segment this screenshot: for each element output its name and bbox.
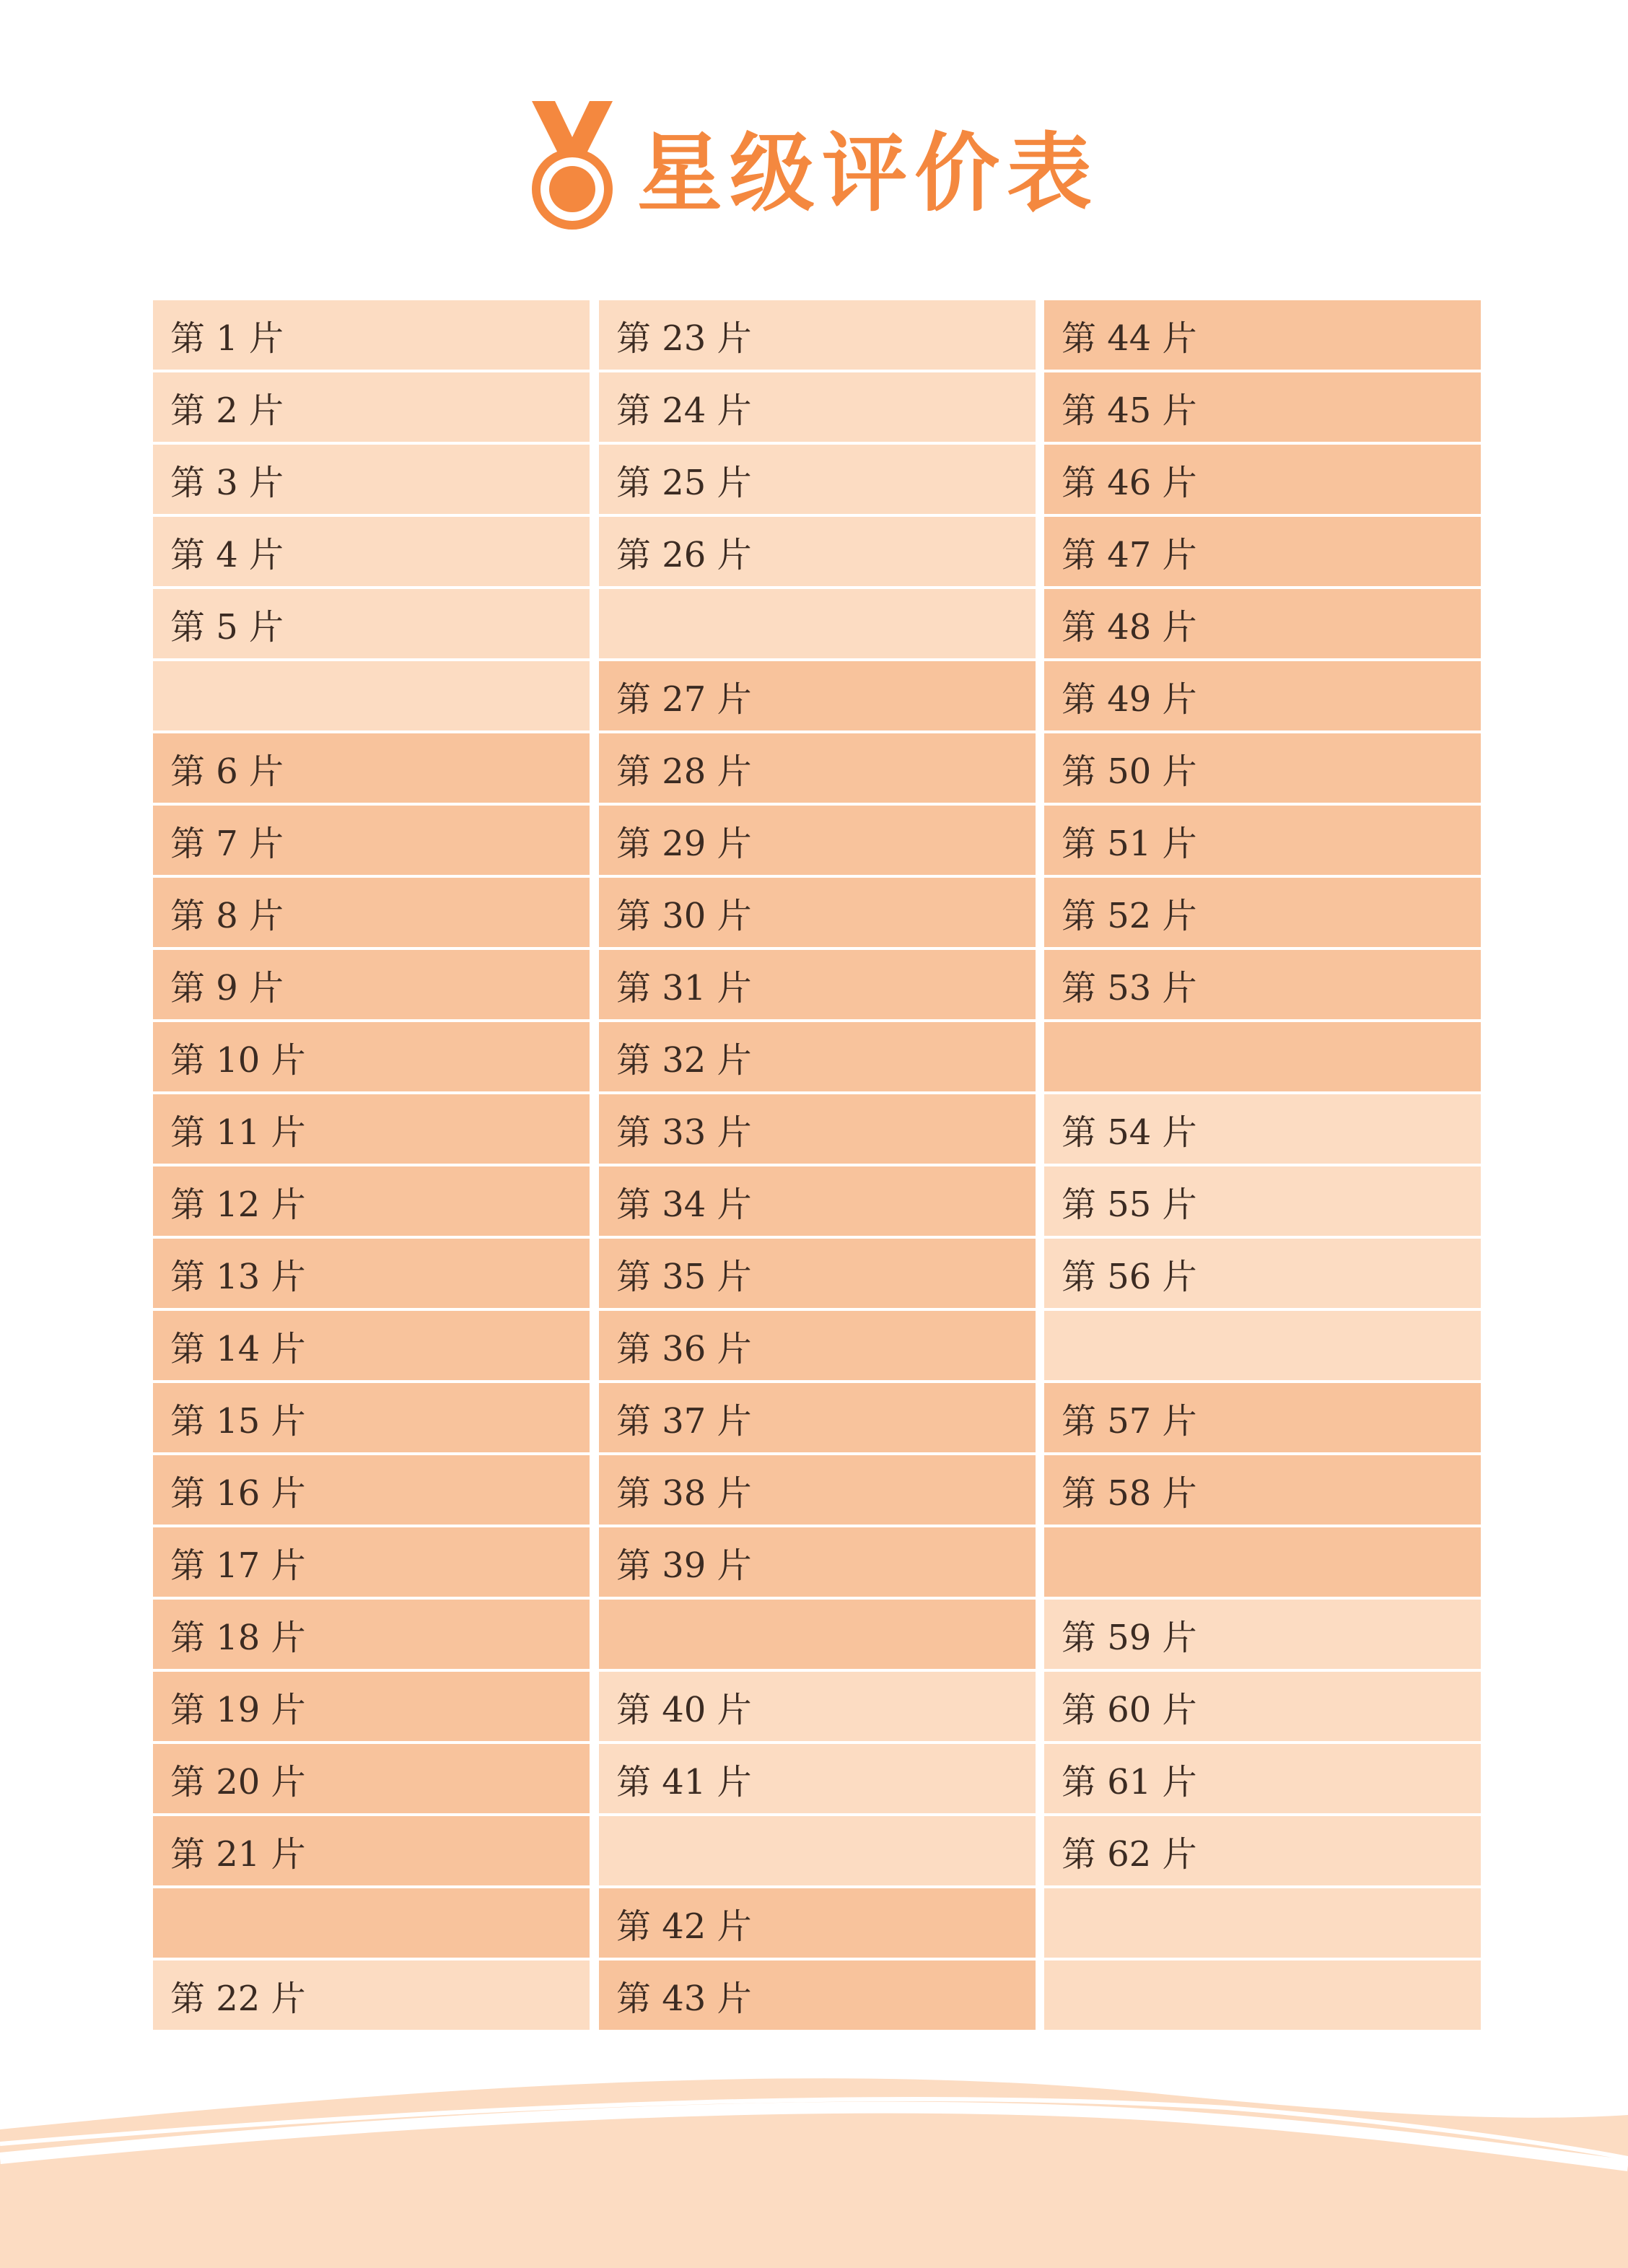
table-cell: 第 10 片 [153,1022,590,1091]
table-cell: 第 34 片 [599,1166,1036,1236]
table-cell: 第 20 片 [153,1744,590,1813]
table-cell: 第 54 片 [1044,1094,1481,1164]
decorative-waves [0,2064,1628,2268]
table-cell: 第 62 片 [1044,1816,1481,1885]
table-cell: 第 56 片 [1044,1239,1481,1308]
table-cell: 第 50 片 [1044,733,1481,803]
table-cell: 第 4 片 [153,517,590,586]
table-cell: 第 18 片 [153,1600,590,1669]
table-cell: 第 25 片 [599,445,1036,514]
table-cell [1044,1311,1481,1380]
table-cell [599,1600,1036,1669]
table-cell: 第 28 片 [599,733,1036,803]
table-cell: 第 46 片 [1044,445,1481,514]
table-cell: 第 57 片 [1044,1383,1481,1452]
table-cell: 第 8 片 [153,878,590,947]
table-cell: 第 23 片 [599,300,1036,370]
table-cell: 第 48 片 [1044,589,1481,658]
table-cell [153,1888,590,1958]
table-cell: 第 12 片 [153,1166,590,1236]
table-cell [1044,1960,1481,2030]
table-cell [153,661,590,730]
table-cell: 第 26 片 [599,517,1036,586]
table-cell [1044,1022,1481,1091]
table-cell [599,589,1036,658]
table-cell: 第 40 片 [599,1672,1036,1741]
table-cell: 第 61 片 [1044,1744,1481,1813]
table-cell: 第 15 片 [153,1383,590,1452]
table-cell: 第 2 片 [153,372,590,442]
table-cell: 第 37 片 [599,1383,1036,1452]
table-cell: 第 44 片 [1044,300,1481,370]
table-cell: 第 36 片 [599,1311,1036,1380]
table-cell: 第 14 片 [153,1311,590,1380]
table-cell: 第 45 片 [1044,372,1481,442]
table-cell [1044,1527,1481,1597]
medal-icon [529,94,616,238]
table-cell: 第 53 片 [1044,950,1481,1019]
table-cell: 第 32 片 [599,1022,1036,1091]
table-cell: 第 51 片 [1044,806,1481,875]
table-cell: 第 42 片 [599,1888,1036,1958]
table-cell: 第 60 片 [1044,1672,1481,1741]
table-cell: 第 33 片 [599,1094,1036,1164]
table-cell: 第 55 片 [1044,1166,1481,1236]
table-cell: 第 31 片 [599,950,1036,1019]
table-column-3 [1044,300,1481,2033]
table-cell: 第 59 片 [1044,1600,1481,1669]
table-cell: 第 1 片 [153,300,590,370]
table-cell: 第 21 片 [153,1816,590,1885]
table-cell: 第 3 片 [153,445,590,514]
page-title: 星级评价表 [636,123,1099,223]
table-cell: 第 41 片 [599,1744,1036,1813]
table-cell [599,1816,1036,1885]
table-cell: 第 43 片 [599,1960,1036,2030]
table-cell: 第 6 片 [153,733,590,803]
table-cell: 第 38 片 [599,1455,1036,1525]
table-cell: 第 7 片 [153,806,590,875]
table-cell: 第 58 片 [1044,1455,1481,1525]
table-cell [1044,1888,1481,1958]
table-cell: 第 19 片 [153,1672,590,1741]
table-cell: 第 30 片 [599,878,1036,947]
table-cell: 第 9 片 [153,950,590,1019]
table-cell: 第 17 片 [153,1527,590,1597]
table-cell: 第 39 片 [599,1527,1036,1597]
table-cell: 第 52 片 [1044,878,1481,947]
table-cell: 第 24 片 [599,372,1036,442]
table-cell: 第 35 片 [599,1239,1036,1308]
table-cell: 第 11 片 [153,1094,590,1164]
table-cell: 第 16 片 [153,1455,590,1525]
page-header [0,94,1628,238]
table-cell: 第 22 片 [153,1960,590,2030]
table-cell: 第 47 片 [1044,517,1481,586]
table-cell: 第 49 片 [1044,661,1481,730]
table-column-1 [153,300,590,2033]
table-cell: 第 29 片 [599,806,1036,875]
table-column-2 [599,300,1036,2033]
table-cell: 第 13 片 [153,1239,590,1308]
table-cell: 第 5 片 [153,589,590,658]
table-cell: 第 27 片 [599,661,1036,730]
